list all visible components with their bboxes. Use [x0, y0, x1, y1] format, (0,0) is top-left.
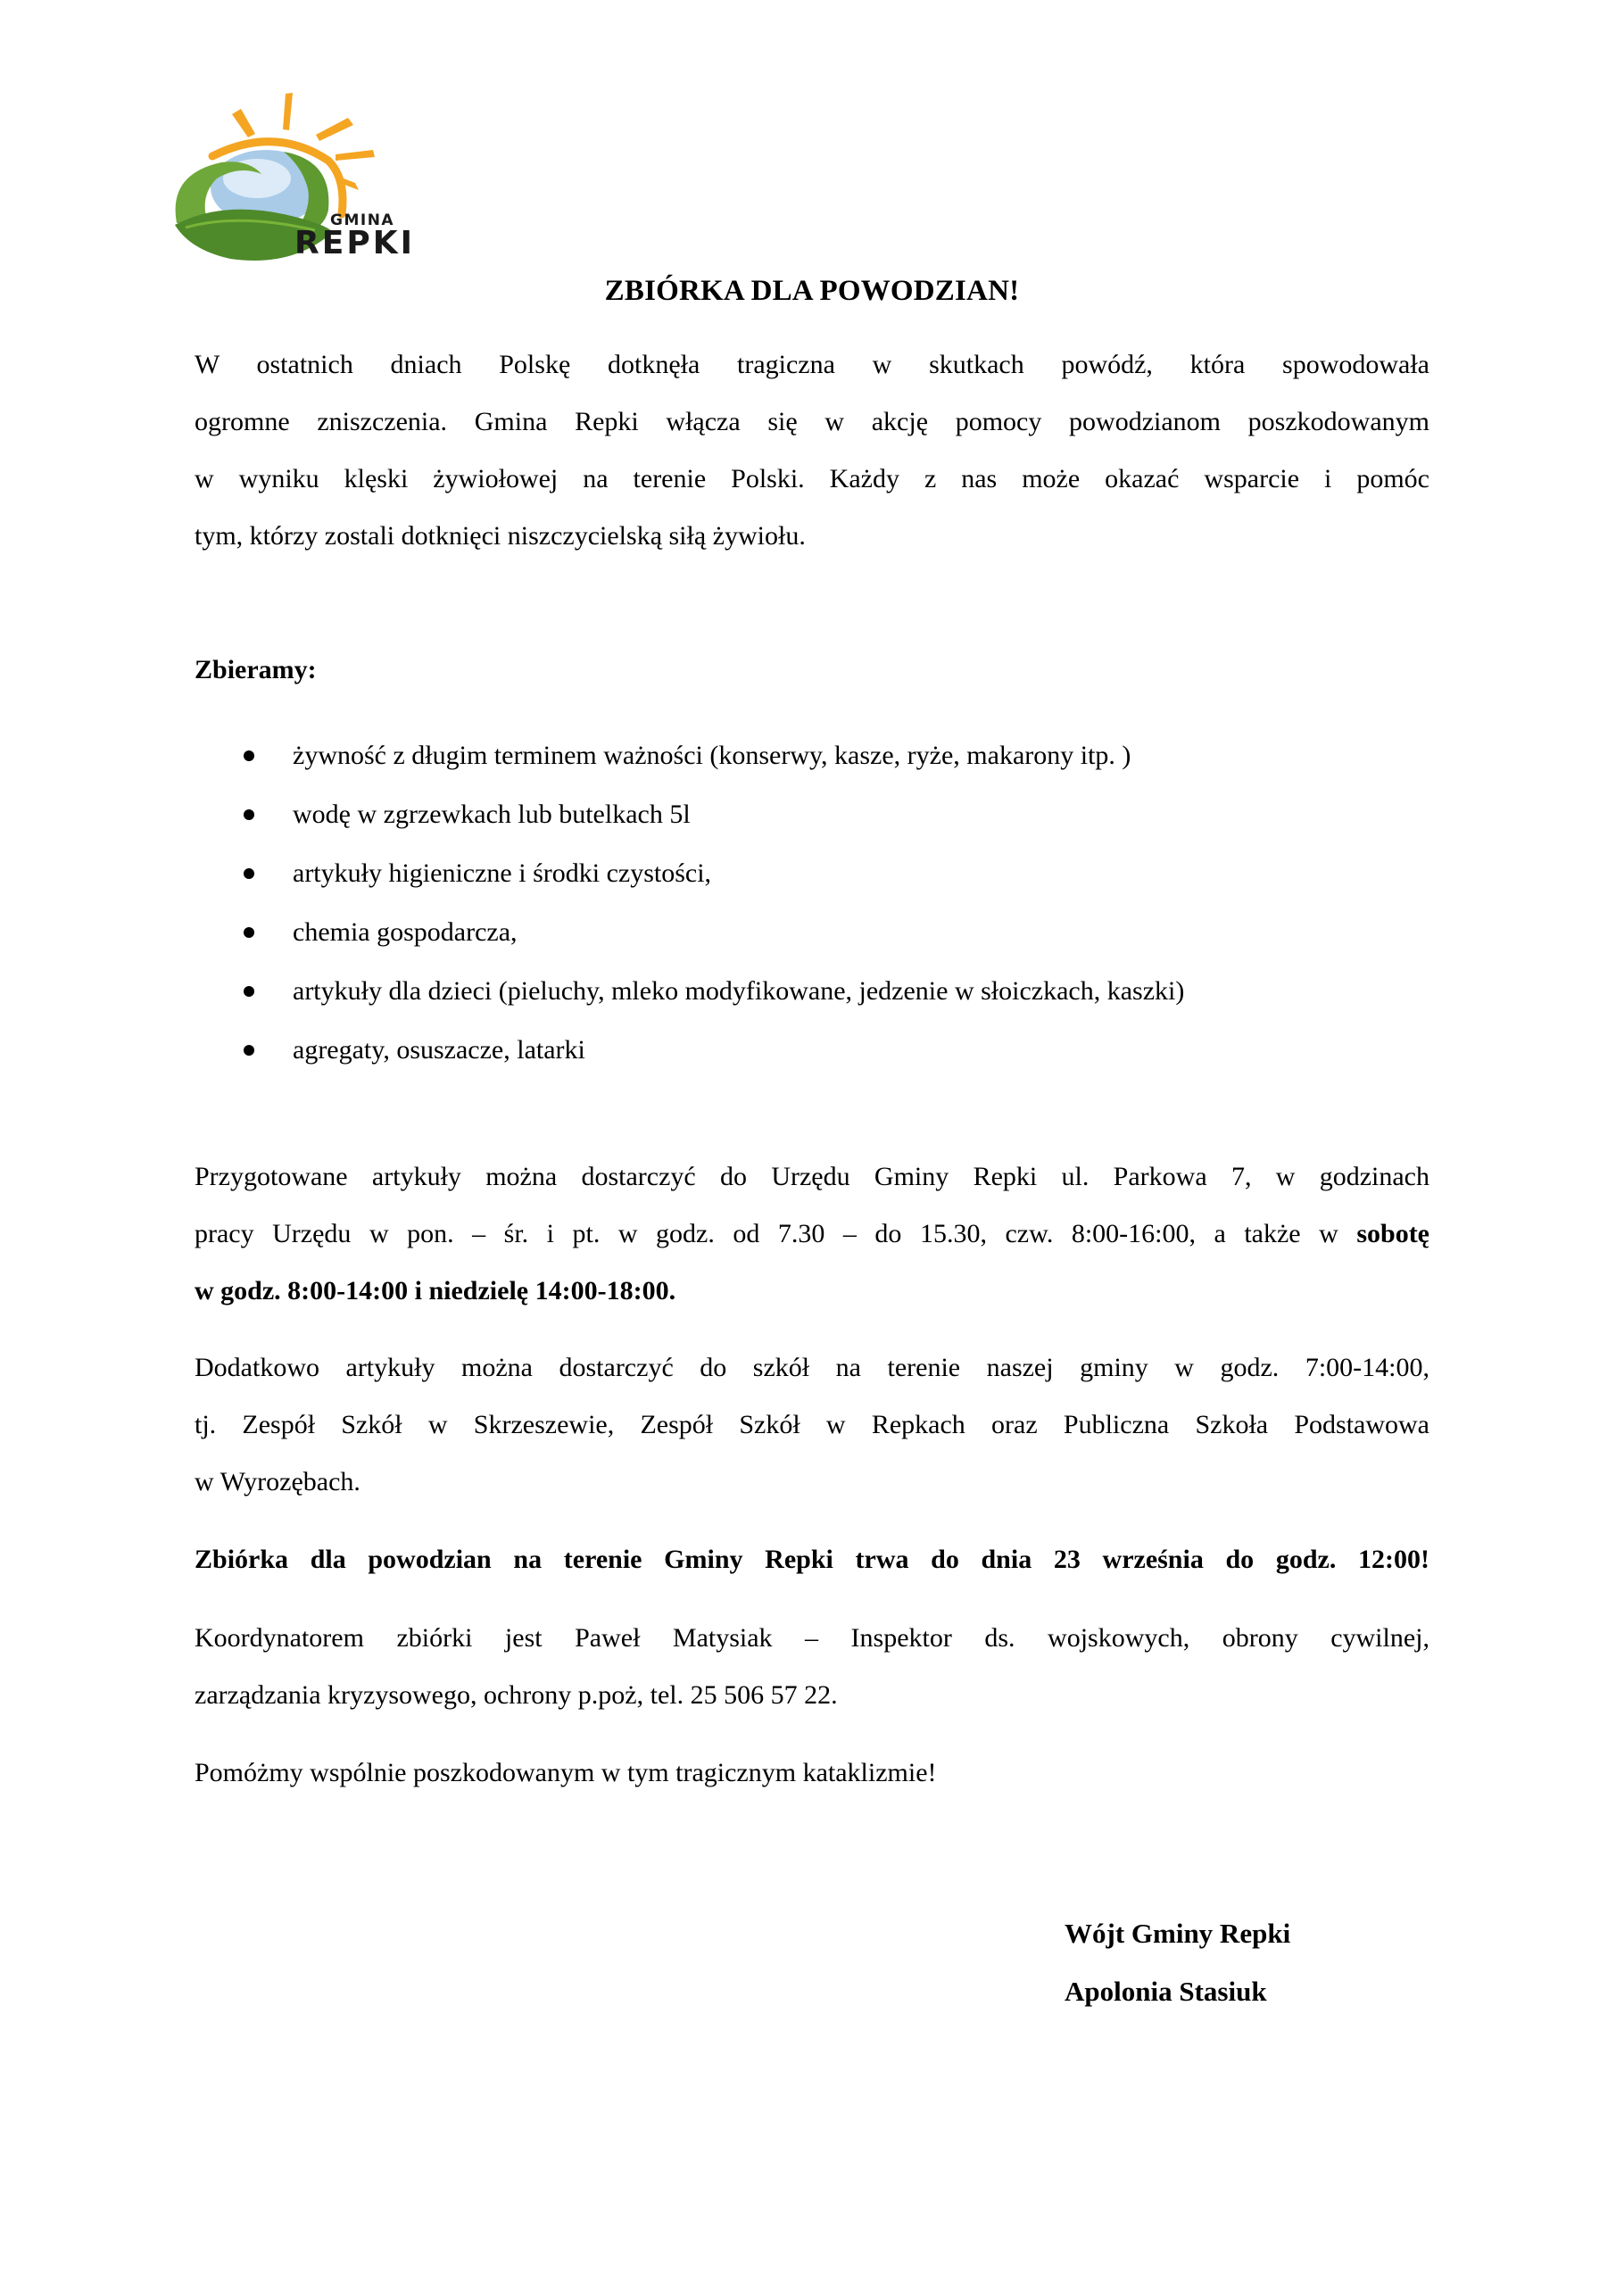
collecting-title: Zbieramy: [195, 655, 317, 684]
closing-paragraph [195, 1745, 1429, 1802]
coordinator-line: Koordynatorem zbiórki jest Paweł Matysiak – Inspektor ds. wojskowych, obrony cywilnej, [195, 1623, 1429, 1653]
bullet-icon [244, 809, 254, 820]
list-item-text: artykuły dla dzieci (pieluchy, mleko modyfikowane, jedzenie w słoiczkach, kaszki) [293, 976, 1185, 1006]
schools-line: w Wyrozębach. [195, 1467, 360, 1496]
bullet-icon [244, 868, 254, 879]
list-item-text: artykuły higieniczne i środki czystości, [293, 858, 712, 888]
list-item-text: chemia gospodarcza, [293, 917, 518, 947]
delivery-line: Przygotowane artykuły można dostarczyć do Urzędu Gminy Repki ul. Parkowa 7, w godzinach [195, 1162, 1429, 1191]
bullet-icon [244, 986, 254, 997]
closing-text: Pomóżmy wspólnie poszkodowanym w tym tragicznym kataklizmie! [195, 1758, 937, 1787]
deadline-text: Zbiórka dla powodzian na terenie Gminy Repki trwa do dnia 23 września do godz. 12:00! [195, 1545, 1429, 1574]
intro-line: tym, którzy zostali dotknięci niszczycielską siłą żywiołu. [195, 521, 806, 551]
delivery-paragraph [195, 1148, 1429, 1320]
coordinator-paragraph [195, 1610, 1429, 1724]
signature-name: Apolonia Stasiuk [1065, 1976, 1267, 2007]
intro-line: ogromne zniszczenia. Gmina Repki włącza się w akcję pomocy powodzianom poszkodowanym [195, 407, 1429, 436]
schools-line: Dodatkowo artykuły można dostarczyć do szkół na terenie naszej gminy w godz. 7:00-14:00, [195, 1353, 1429, 1382]
intro-line: w wyniku klęski żywiołowej na terenie Polski. Każdy z nas może okazać wsparcie i pomóc [195, 464, 1429, 493]
bullet-icon [244, 1045, 254, 1056]
list-item-text: wodę w zgrzewkach lub butelkach 5l [293, 800, 691, 829]
coordinator-line: zarządzania kryzysowego, ochrony p.poż, tel. 25 506 57 22. [195, 1680, 838, 1710]
list-item-text: żywność z długim terminem ważności (konserwy, kasze, ryże, makarony itp. ) [293, 741, 1131, 770]
logo-gmina-text: GMINA [330, 211, 395, 229]
delivery-line [195, 1206, 1429, 1263]
page-title: ZBIÓRKA DLA POWODZIAN! [604, 275, 1020, 307]
bullet-icon [244, 927, 254, 938]
logo-repki-text: REPKI [294, 225, 415, 261]
signature-title: Wójt Gminy Repki [1065, 1918, 1291, 1949]
sun-leaf-emblem-icon [159, 89, 435, 268]
schools-paragraph [195, 1339, 1429, 1511]
gmina-repki-logo [159, 89, 435, 268]
list-item-text: agregaty, osuszacze, latarki [293, 1035, 585, 1065]
intro-line: W ostatnich dniach Polskę dotknęła tragiczna w skutkach powódź, która spowodowała [195, 350, 1429, 379]
schools-line: tj. Zespół Szkół w Skrzeszewie, Zespół Szkół w Repkach oraz Publiczna Szkoła Podstawowa [195, 1410, 1429, 1439]
bullet-icon [244, 750, 254, 761]
saturday-text: sobotę [1356, 1219, 1429, 1248]
delivery-hours-text: pracy Urzędu w pon. – śr. i pt. w godz. od 7.30 – do 15.30, czw. 8:00-16:00, a także w [195, 1219, 1357, 1248]
intro-paragraph [195, 336, 1429, 565]
weekend-hours-text: w godz. 8:00-14:00 i niedzielę 14:00-18:00. [195, 1276, 676, 1305]
deadline-notice [195, 1531, 1429, 1588]
